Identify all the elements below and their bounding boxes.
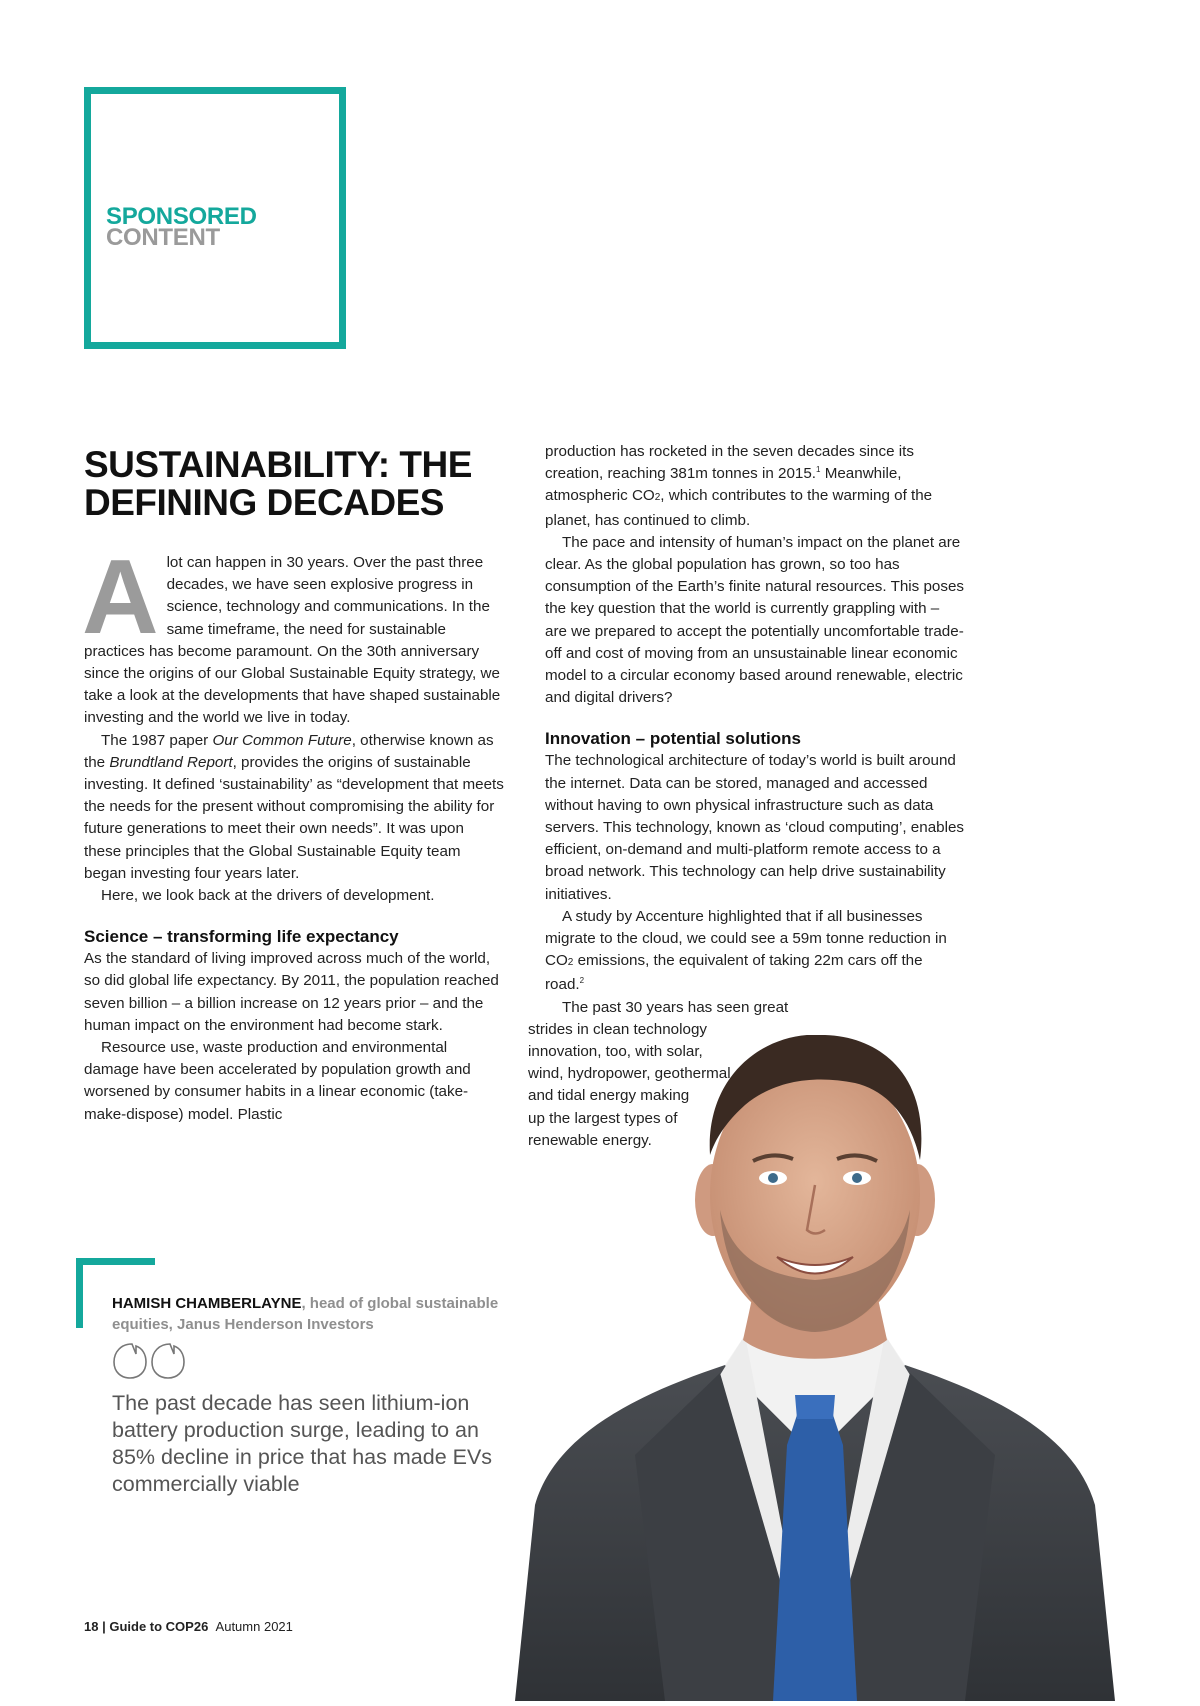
headline-line-2: DEFINING DECADES <box>84 482 444 523</box>
quote-attribution <box>112 1293 512 1335</box>
sponsored-label: SPONSORED <box>106 203 257 230</box>
subscript: 2 <box>654 492 661 504</box>
paragraph-plastic <box>545 441 965 532</box>
left-column <box>82 538 504 1126</box>
content-label: CONTENT <box>106 224 220 251</box>
text-line: up the largest types of <box>528 1109 678 1127</box>
text-line: and tidal energy making <box>528 1087 690 1105</box>
text-run: , otherwise known as the <box>84 731 494 771</box>
text-run: A study by Accenture highlighted that if all businesses migrate to the cloud, we could see a 59m tonne reduction in CO <box>545 907 947 970</box>
open-quote-icon <box>112 1340 190 1387</box>
text-line: wind, hydropower, geothermal <box>528 1065 731 1083</box>
text-line: The past 30 years has seen great <box>562 998 789 1016</box>
text-line: strides in clean technology <box>528 1020 707 1038</box>
paragraph-brundtland <box>84 730 504 885</box>
footnote-ref: 2 <box>579 976 585 986</box>
headline-line-1: SUSTAINABILITY: THE <box>84 444 472 485</box>
paragraph-resource-use: Resource use, waste production and environmental damage have been accelerated by population growth and worsened by consumer habits in a linear economic (take-make-dispose) model. Plastic <box>84 1039 471 1123</box>
text-line: renewable energy. <box>528 1131 652 1149</box>
text-run: Meanwhile, atmospheric CO <box>545 465 902 505</box>
person-portrait <box>515 1035 1115 1701</box>
sponsored-content-box <box>84 87 346 349</box>
speaker-title: , head of global sustainable equities, Janus Henderson Investors <box>112 1295 499 1333</box>
footer-separator: | <box>98 1619 110 1634</box>
paragraph-life-expectancy: As the standard of living improved across much of the world, so did global life expectancy. By 2011, the population reached seven billion – a billion increase on 12 years prior – and the human impact on the environment had become stark. <box>84 950 499 1034</box>
text-line: innovation, too, with solar, <box>528 1043 703 1061</box>
page-footer <box>84 1619 293 1634</box>
publication-name: Guide to COP26 <box>109 1619 209 1634</box>
article-headline <box>84 446 514 522</box>
italic-title: Brundtland Report <box>109 753 233 771</box>
text-run: production has rocketed in the seven decades since its creation, reaching 381m tonnes in 2015. <box>545 443 914 483</box>
text-run: , provides the origins of sustainable investing. It defined ‘sustainability’ as “development that meets the needs for the present without compromising the ability for future generations to meet their own needs”. It was upon these principles that the Global Sustainable Equity team began investing four years later. <box>84 753 504 882</box>
paragraph-cloud: The technological architecture of today’s world is built around the internet. Data can be stored, managed and accessed without having to own physical infrastructure such as data servers. This technology, known as ‘cloud computing’, enables efficient, on-demand and multi-platform remote access to a broad network. This technology can help drive sustainability initiatives. <box>545 752 965 903</box>
drop-cap: A <box>82 538 159 656</box>
italic-title: Our Common Future <box>212 731 352 749</box>
intro-paragraph <box>82 538 504 730</box>
page-number: 18 <box>84 1619 99 1634</box>
paragraph-accenture <box>545 906 965 997</box>
issue-label: Autumn 2021 <box>215 1619 293 1634</box>
quote-accent-bar <box>76 1258 83 1328</box>
text-run: emissions, the equivalent of taking 22m cars off the road. <box>545 952 923 994</box>
text-run: , which contributes to the warming of the planet, has continued to climb. <box>545 487 933 529</box>
paragraph-pace: The pace and intensity of human’s impact on the planet are clear. As the global population has grown, so too has consumption of the Earth’s finite natural resources. This poses the key question that the world is currently grappling with – are we prepared to accept the potentially uncomfortable trade-off and cost of moving from an unsustainable linear economic model to a circular economy based around renewable, electric and digital drivers? <box>545 533 965 707</box>
paragraph-drivers: Here, we look back at the drivers of development. <box>101 887 435 905</box>
footnote-ref: 1 <box>816 465 821 475</box>
quote-accent-bar <box>76 1258 155 1265</box>
pull-quote: The past decade has seen lithium-ion battery production surge, leading to an 85% decline in price that has made EVs commercially viable <box>112 1391 493 1496</box>
subheading-innovation: Innovation – potential solutions <box>545 729 801 749</box>
intro-text: lot can happen in 30 years. Over the past three decades, we have seen explosive progress in science, technology and communications. In the same timeframe, the need for sustainable practices has become paramount. On the 30th anniversary since the origins of our Global Sustainable Equity strategy, we take a look at the developments that have shaped sustainable investing and the world we live in today. <box>84 554 501 727</box>
speaker-name: HAMISH CHAMBERLAYNE <box>112 1295 302 1312</box>
subscript: 2 <box>567 957 574 969</box>
subheading-science: Science – transforming life expectancy <box>84 927 399 947</box>
text-run: The 1987 paper <box>101 731 213 749</box>
